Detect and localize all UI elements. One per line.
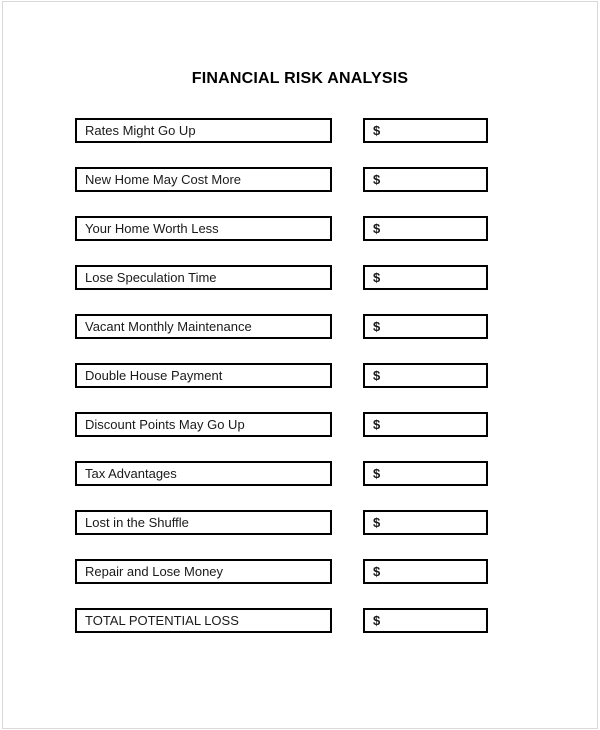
risk-label: Double House Payment [85, 368, 223, 383]
risk-label: Your Home Worth Less [85, 221, 219, 236]
risk-label: Vacant Monthly Maintenance [85, 319, 252, 334]
dollar-sign: $ [373, 123, 381, 138]
risk-row [75, 510, 488, 535]
risk-row [75, 265, 488, 290]
risk-row [75, 559, 488, 584]
risk-label: Lost in the Shuffle [85, 515, 189, 530]
dollar-sign: $ [373, 270, 381, 285]
risk-label-box [75, 363, 332, 388]
risk-row [75, 461, 488, 486]
risk-label-box [75, 118, 332, 143]
dollar-sign: $ [373, 417, 381, 432]
risk-label: Rates Might Go Up [85, 123, 196, 138]
risk-label-box [75, 265, 332, 290]
amount-input-box[interactable] [363, 510, 488, 535]
dollar-sign: $ [373, 515, 381, 530]
amount-input-box[interactable] [363, 412, 488, 437]
amount-input-box[interactable] [363, 314, 488, 339]
risk-label-box [75, 461, 332, 486]
dollar-sign: $ [373, 613, 381, 628]
risk-row [75, 167, 488, 192]
dollar-sign: $ [373, 221, 381, 236]
dollar-sign: $ [373, 564, 381, 579]
risk-row [75, 314, 488, 339]
risk-label-box [75, 412, 332, 437]
risk-label-box [75, 559, 332, 584]
amount-input-box[interactable] [363, 118, 488, 143]
risk-label-box [75, 216, 332, 241]
risk-row [75, 363, 488, 388]
page-title: FINANCIAL RISK ANALYSIS [191, 70, 409, 87]
risk-label-box [75, 608, 332, 633]
dollar-sign: $ [373, 466, 381, 481]
dollar-sign: $ [373, 172, 381, 187]
risk-row [75, 608, 488, 633]
risk-label: New Home May Cost More [85, 172, 242, 187]
dollar-sign: $ [373, 319, 381, 334]
amount-input-box[interactable] [363, 216, 488, 241]
amount-input-box[interactable] [363, 559, 488, 584]
amount-input-box[interactable] [363, 608, 488, 633]
risk-row [75, 118, 488, 143]
risk-label-box [75, 314, 332, 339]
dollar-sign: $ [373, 368, 381, 383]
risk-label: Discount Points May Go Up [85, 417, 245, 432]
risk-label: TOTAL POTENTIAL LOSS [85, 613, 239, 628]
risk-label: Lose Speculation Time [85, 270, 217, 285]
risk-label-box [75, 167, 332, 192]
risk-label: Tax Advantages [85, 466, 177, 481]
risk-label-box [75, 510, 332, 535]
risk-rows [75, 118, 488, 657]
risk-label: Repair and Lose Money [85, 564, 224, 579]
amount-input-box[interactable] [363, 461, 488, 486]
amount-input-box[interactable] [363, 167, 488, 192]
risk-row [75, 412, 488, 437]
amount-input-box[interactable] [363, 363, 488, 388]
risk-row [75, 216, 488, 241]
amount-input-box[interactable] [363, 265, 488, 290]
